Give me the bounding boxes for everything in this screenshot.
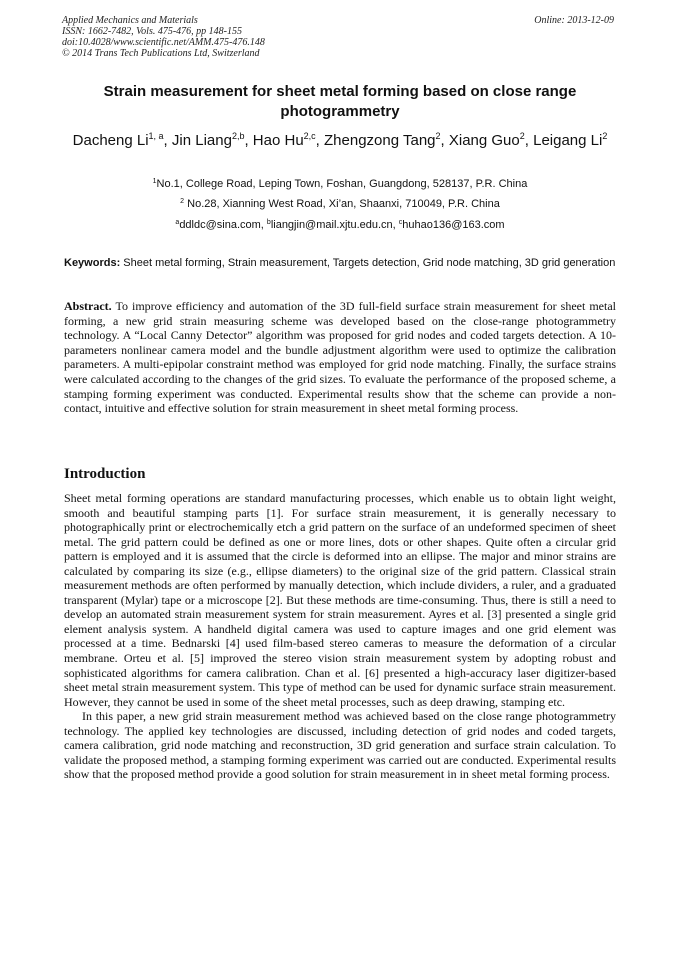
journal-doi[interactable]: doi:10.4028/www.scientific.net/AMM.475-476.148 [62, 37, 265, 48]
author-affiliation-mark: 2 [519, 131, 525, 141]
author-affiliation-mark: 2,c [303, 131, 316, 141]
author-affiliation-mark: 2,b [231, 131, 245, 141]
email-mark: b [266, 219, 271, 226]
keywords-label: Keywords: [64, 257, 121, 269]
author-separator: , [244, 132, 253, 149]
paragraph: In this paper, a new grid strain measurement method was achieved based on the close range photogrammetry technology. The applied key technologies are discussed, including detection of grid nodes and coded targets, camera calibration, grid node matching and reconstruction, 3D grid generation and surface strain calculation. To validate the proposed method, a stamping forming experiment was carried out are conducted. Experimental results show that the proposed method provide a good solution for strain measurement in in sheet metal forming process. [64, 709, 616, 782]
author-separator: , [315, 132, 325, 149]
author-name: Xiang Guo [448, 132, 520, 149]
affiliation-text: No.28, Xianning West Road, Xi’an, Shaanxi, 710049, P.R. China [184, 198, 500, 210]
journal-copyright: © 2014 Trans Tech Publications Ltd, Switzerland [62, 48, 260, 59]
keywords-text: Sheet metal forming, Strain measurement, Targets detection, Grid node matching, 3D grid generation [120, 257, 616, 269]
author-name: Jin Liang [171, 132, 232, 149]
email-link[interactable]: ddldc@sina.com, [179, 219, 267, 231]
journal-issn: ISSN: 1662-7482, Vols. 475-476, pp 148-155 [62, 26, 242, 37]
author-name: Hao Hu [252, 132, 304, 149]
author-affiliation-mark: 2 [435, 131, 441, 141]
journal-header [62, 15, 265, 59]
author-list [64, 131, 616, 151]
online-date: Online: 2013-12-09 [534, 15, 614, 26]
author-affiliation-mark: 1, a [148, 131, 164, 141]
author-name: Zhengzong Tang [324, 132, 436, 149]
author-separator: , [163, 132, 172, 149]
affiliation-mark: 2 [180, 198, 185, 205]
email-link[interactable]: liangjin@mail.xjtu.edu.cn, [270, 219, 399, 231]
author-affiliation-mark: 2 [602, 131, 608, 141]
affiliation-1 [64, 177, 616, 191]
author-name: Leigang Li [533, 132, 603, 149]
affiliation-text: No.1, College Road, Leping Town, Foshan, Guangdong, 528137, P.R. China [156, 178, 528, 190]
journal-name: Applied Mechanics and Materials [62, 15, 198, 26]
paper-title: Strain measurement for sheet metal forming based on close range photogrammetry [103, 83, 577, 120]
email-link[interactable]: huhao136@163.com [402, 219, 505, 231]
affiliation-mark: 1 [152, 178, 157, 185]
abstract-text: To improve efficiency and automation of the 3D full-field surface strain measurement for sheet metal forming, a new grid strain measuring scheme was developed based on the close-range photogrammetry technology. A “Local Canny Detector” algorithm was proposed for grid nodes and coded targets detection. A 10-parameters nonlinear camera model and the bundle adjustment algorithm were used to optimize the calibration parameters. A multi-epipolar constraint method was employed for grid node matching. Finally, the surface strains were calculated according to the changes of the grid sizes. To evaluate the performance of the proposed scheme, a stamping forming experiment was conducted. Experimental results show that the scheme can provide a non-contact, intuitive and effective solution for strain measurement in sheet metal forming process. [64, 299, 616, 416]
affiliation-2 [64, 197, 616, 211]
keywords [64, 256, 616, 270]
author-emails [64, 218, 616, 232]
author-separator: , [524, 132, 534, 149]
section-heading-introduction: Introduction [64, 466, 146, 482]
abstract-label: Abstract. [64, 299, 112, 313]
email-mark: a [175, 219, 180, 226]
author-separator: , [440, 132, 449, 149]
introduction-body [64, 491, 616, 782]
author-name: Dacheng Li [72, 132, 149, 149]
abstract [64, 299, 616, 416]
email-mark: c [398, 219, 403, 226]
paragraph: Sheet metal forming operations are standard manufacturing processes, which enable us to obtain light weight, smooth and beautiful stamping parts [1]. For surface strain measurement, it is generally necessary to photographically print or electrochemically etch a grid pattern on the surface of an undeformed specimen of sheet metal. The grid pattern could be defined as one or more lines, dots or other shapes. Quite often a circular grid pattern is employed and it is assumed that the circle is deformed into an ellipse. The major and minor strains are calculated by comparing its size (e.g., ellipse diameters) to the original size of the grid pattern. Classical strain measurement methods are often performed by manually detection, which include dividers, a ruler, and a graduated transparent (Mylar) tape or a microscope [2]. But these methods are time-consuming. Thus, there is still a need to develop an automated strain measurement system for strain measurement. Ayres et al. [3] presented a single grid element analysis system. A handheld digital camera was used to capture images and one grid element was processed at a time. Bednarski [4] used film-based stereo cameras to measure the deformation of a circular membrane. Orteu et al. [5] improved the stereo vision strain measurement system by adopting robust and sophisticated algorithms for camera calibration. Chan et al. [6] presented a high-accuracy laser digitizer-based sheet metal strain measurement system. This type of method can be used for dynamic surface strain measurement. However, they cannot be used in some of the sheet metal processes, such as deep drawing, stamping etc. [64, 491, 616, 709]
